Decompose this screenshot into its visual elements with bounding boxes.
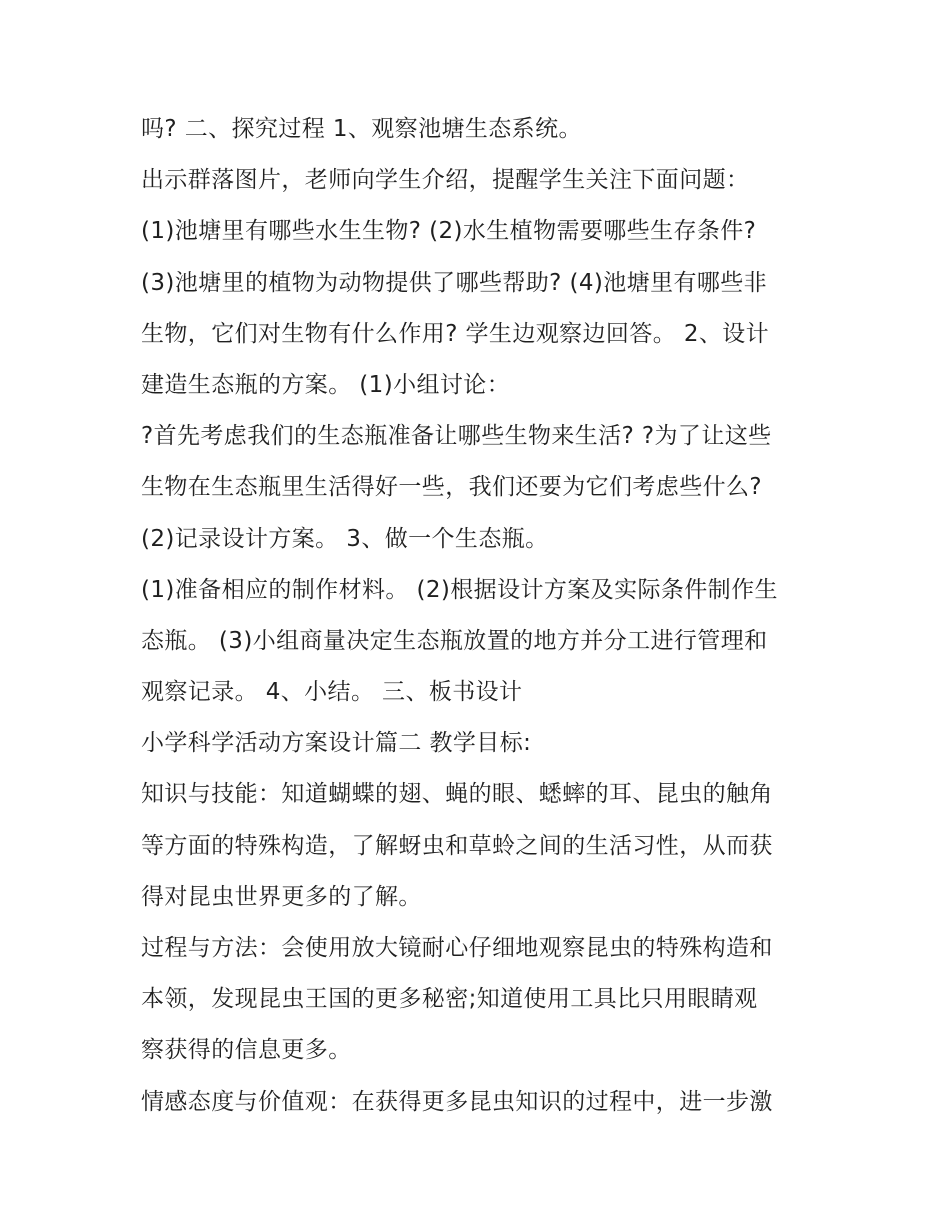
text-line: (1)准备相应的制作材料。 (2)根据设计方案及实际条件制作生 (141, 576, 778, 603)
text-line: 知识与技能：知道蝴蝶的翅、蝇的眼、蟋蟀的耳、昆虫的触角 (141, 781, 773, 808)
text-line: (3)池塘里的植物为动物提供了哪些帮助? (4)池塘里有哪些非 (141, 269, 768, 296)
text-line: 生物在生态瓶里生活得好一些，我们还要为它们考虑些什么? (141, 474, 763, 501)
text-line: 过程与方法：会使用放大镜耐心仔细地观察昆虫的特殊构造和 (141, 935, 773, 961)
text-line: ?首先考虑我们的生态瓶准备让哪些生物来生活? ?为了让这些 (141, 423, 772, 450)
text-line: 得对昆虫世界更多的了解。 (141, 883, 422, 910)
text-line: (2)记录设计方案。 3、做一个生态瓶。 (141, 525, 549, 552)
text-line: 出示群落图片，老师向学生介绍，提醒学生关注下面问题： (141, 167, 750, 194)
text-line: 态瓶。 (3)小组商量决定生态瓶放置的地方并分工进行管理和 (141, 627, 768, 654)
section-title: 小学科学活动方案设计篇二 教学目标: (141, 730, 532, 757)
body-text (141, 107, 831, 1131)
text-line: 等方面的特殊构造，了解蚜虫和草蛉之间的生活习性，从而获 (141, 832, 773, 859)
text-line: 本领，发现昆虫王国的更多秘密;知道使用工具比只用眼睛观 (141, 986, 758, 1013)
text-line: 察获得的信息更多。 (141, 1037, 352, 1064)
text-line: (1)池塘里有哪些水生生物? (2)水生植物需要哪些生存条件? (141, 218, 757, 245)
text-line: 观察记录。 4、小结。 三、板书设计 (141, 679, 523, 706)
text-line: 吗? 二、探究过程 1、观察池塘生态系统。 (141, 116, 582, 142)
text-line: 生物，它们对生物有什么作用? 学生边观察边回答。 2、设计 (141, 320, 770, 347)
text-line: 情感态度与价值观：在获得更多昆虫知识的过程中，进一步激 (141, 1088, 773, 1115)
text-line: 建造生态瓶的方案。 (1)小组讨论： (141, 371, 511, 398)
